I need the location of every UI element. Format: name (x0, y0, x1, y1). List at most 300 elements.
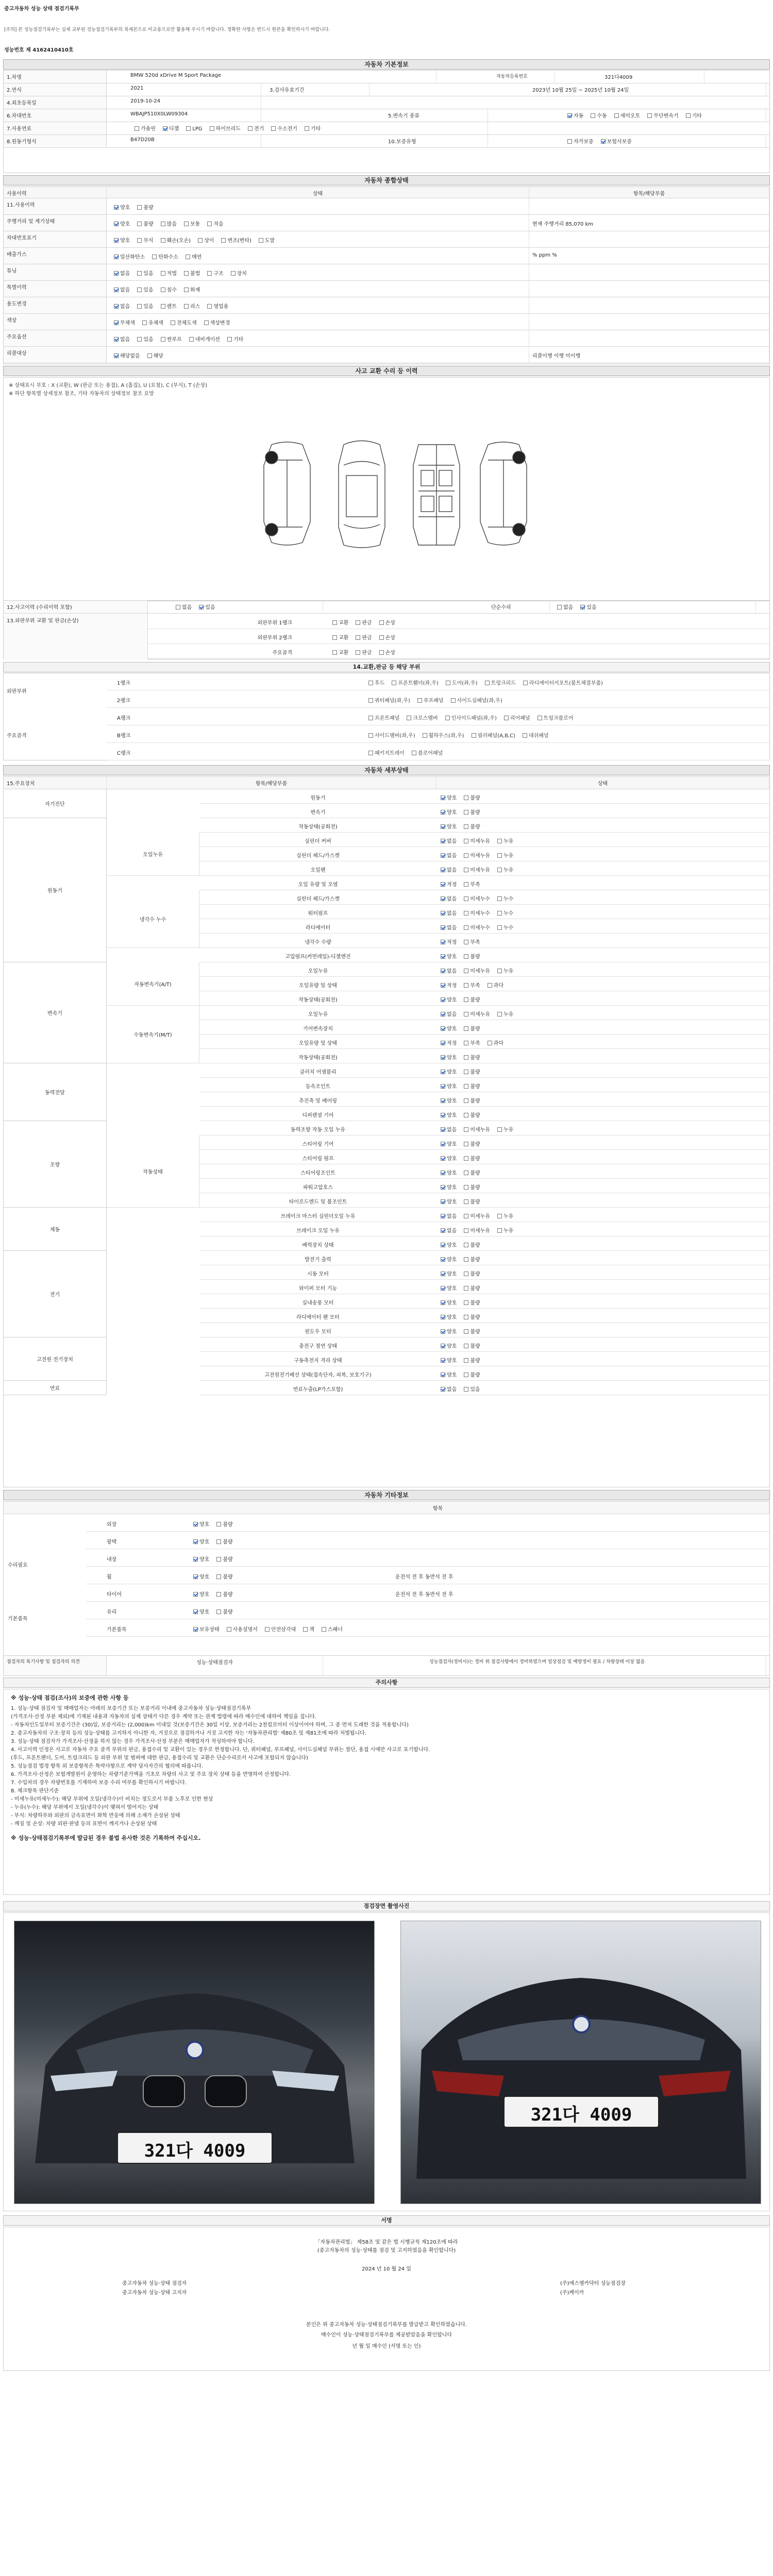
checkbox-icon[interactable] (441, 839, 445, 843)
checkbox-icon[interactable] (193, 1574, 198, 1579)
checkbox-icon[interactable] (497, 969, 502, 973)
checkbox-icon[interactable] (464, 1243, 468, 1247)
option-label: 누유 (503, 1127, 514, 1133)
detail-state-option (460, 938, 480, 945)
detail-state-option (436, 1154, 457, 1162)
checkbox-icon[interactable] (497, 1127, 502, 1132)
checkbox-icon[interactable] (248, 126, 253, 131)
checkbox-icon[interactable] (464, 1228, 468, 1233)
detail-item-label: 오일유량 및 상태 (299, 1041, 337, 1046)
checkbox-icon[interactable] (441, 1185, 445, 1190)
option-label: 불법 (190, 271, 200, 277)
checkbox-icon[interactable] (464, 1300, 468, 1305)
checkbox-icon[interactable] (441, 954, 445, 959)
checkbox-icon[interactable] (368, 681, 373, 685)
checkbox-icon[interactable] (497, 1012, 502, 1016)
detail-state-option (460, 1313, 480, 1320)
checkbox-icon[interactable] (441, 1199, 445, 1204)
checkbox-icon[interactable] (216, 1574, 221, 1579)
detail-row (199, 1265, 769, 1280)
detail-state-option (436, 1241, 457, 1248)
checkbox-icon[interactable] (193, 1627, 198, 1632)
checkbox-icon[interactable] (227, 1627, 231, 1632)
checkbox-icon[interactable] (441, 940, 445, 944)
detail-state-option (460, 1327, 480, 1335)
checkbox-icon[interactable] (392, 681, 396, 685)
checkbox-icon[interactable] (464, 1026, 468, 1031)
checkbox-icon[interactable] (441, 1055, 445, 1060)
checkbox-icon[interactable] (441, 1344, 445, 1348)
detail-item-label: 클러치 어셈블리 (299, 1070, 337, 1075)
checkbox-icon[interactable] (441, 1372, 445, 1377)
transmission-option (643, 111, 678, 119)
checkbox-icon[interactable] (537, 716, 542, 720)
checkbox-icon[interactable] (441, 1113, 445, 1117)
other-option (212, 1555, 232, 1563)
detail-state-option (436, 1111, 457, 1118)
checkbox-icon[interactable] (441, 1012, 445, 1016)
frame-part-option (447, 696, 502, 704)
checkbox-icon[interactable] (142, 320, 147, 325)
checkbox-icon[interactable] (567, 113, 572, 118)
checkbox-icon[interactable] (114, 304, 119, 309)
detail-item-label: 변속기 (310, 810, 326, 816)
checkbox-icon[interactable] (210, 126, 214, 131)
checkbox-icon[interactable] (446, 681, 450, 685)
option-label: 많음 (166, 222, 177, 227)
checkbox-icon[interactable] (464, 824, 468, 829)
detail-row (199, 818, 769, 833)
checkbox-icon[interactable] (368, 716, 373, 720)
checkbox-icon[interactable] (464, 1315, 468, 1319)
checkbox-icon[interactable] (441, 1387, 445, 1392)
detail-state-option (436, 909, 457, 917)
detail-group-label: 조향 (4, 1121, 107, 1208)
overall-row (4, 330, 769, 347)
overall-option (185, 335, 220, 343)
checkbox-icon[interactable] (163, 126, 167, 131)
checkbox-icon[interactable] (464, 1214, 468, 1218)
checkbox-icon[interactable] (412, 751, 416, 755)
option-label: 불량 (470, 1098, 480, 1104)
checkbox-icon[interactable] (464, 853, 468, 858)
checkbox-icon[interactable] (216, 1592, 221, 1597)
sign-signature-line[interactable]: 년 월 일 매수인 (서명 또는 인) (352, 2344, 421, 2349)
checkbox-icon[interactable] (332, 635, 337, 640)
overall-row (4, 231, 769, 248)
option-label: 없음 (447, 1127, 457, 1133)
checkbox-icon[interactable] (464, 1344, 468, 1348)
detail-group-label: 연료 (4, 1381, 107, 1395)
checkbox-icon[interactable] (601, 139, 606, 144)
sign-line1: 「자동차관리법」 제58조 및 같은 법 시행규칙 제120조에 따라 (315, 2240, 458, 2245)
checkbox-icon[interactable] (423, 733, 427, 738)
checkbox-icon[interactable] (137, 238, 142, 243)
checkbox-icon[interactable] (464, 1387, 468, 1392)
checkbox-icon[interactable] (176, 605, 180, 609)
overall-option (110, 335, 130, 343)
checkbox-icon[interactable] (114, 238, 119, 243)
checkbox-icon[interactable] (171, 320, 175, 325)
detail-state-option (436, 1284, 457, 1292)
checkbox-icon[interactable] (152, 255, 157, 259)
checkbox-icon[interactable] (216, 1539, 221, 1544)
checkbox-icon[interactable] (184, 271, 189, 276)
detail-subgroup-label: 작동상태 (107, 1136, 199, 1208)
detail-row (199, 1035, 769, 1049)
option-label: 누유 (503, 839, 514, 844)
checkbox-icon[interactable] (368, 698, 373, 703)
checkbox-icon[interactable] (591, 113, 595, 118)
checkbox-icon[interactable] (464, 1127, 468, 1132)
checkbox-icon[interactable] (497, 853, 502, 858)
checkbox-icon[interactable] (441, 925, 445, 930)
option-label: 없음 (182, 605, 192, 611)
detail-state-option (493, 851, 513, 859)
checkbox-icon[interactable] (497, 1228, 502, 1233)
checkbox-icon[interactable] (114, 320, 119, 325)
option-label: 적정 (447, 983, 457, 989)
detail-item-state (436, 1255, 483, 1263)
detail-group-label: 동력전달 (4, 1063, 107, 1121)
checkbox-icon[interactable] (464, 1084, 468, 1089)
option-label: 무단변속기 (653, 113, 679, 119)
option-label: 미세누수 (470, 925, 490, 931)
option-label: 쿼터패널(좌,우) (375, 698, 410, 704)
checkbox-icon[interactable] (464, 925, 468, 930)
checkbox-icon[interactable] (216, 1522, 221, 1527)
option-label: 미세누수 (470, 896, 490, 902)
option-label: 불량 (223, 1609, 233, 1615)
checkbox-icon[interactable] (523, 681, 528, 685)
other-row (86, 1584, 769, 1602)
checkbox-icon[interactable] (497, 911, 502, 916)
detail-item-label: 연료누출(LP가스포함) (293, 1387, 343, 1393)
checkbox-icon[interactable] (451, 698, 456, 703)
checkbox-icon[interactable] (193, 1592, 198, 1597)
checkbox-icon[interactable] (441, 1084, 445, 1089)
checkbox-icon[interactable] (441, 1041, 445, 1045)
checkbox-icon[interactable] (497, 839, 502, 843)
frame-part-option (442, 679, 478, 686)
checkbox-icon[interactable] (161, 222, 165, 226)
transmission-option (586, 111, 607, 119)
option-label: LPG (192, 126, 203, 132)
overall-row (4, 347, 769, 363)
label-accident: 12.사고이력 (수리이력 포함) (4, 601, 148, 613)
checkbox-icon[interactable] (441, 911, 445, 916)
checkbox-icon[interactable] (356, 635, 360, 640)
value-engine: B47D20B (127, 135, 261, 147)
checkbox-icon[interactable] (161, 271, 165, 276)
option-label: 라디에이터서포트(볼트체결부품) (529, 681, 603, 686)
checkbox-icon[interactable] (407, 716, 411, 720)
checkbox-icon[interactable] (464, 810, 468, 815)
checkbox-icon[interactable] (504, 716, 509, 720)
checkbox-icon[interactable] (464, 1070, 468, 1074)
checkbox-icon[interactable] (137, 287, 142, 292)
checkbox-icon[interactable] (114, 271, 119, 276)
diagram-header: 사고 교환 수리 등 이력 (3, 366, 770, 376)
checkbox-icon[interactable] (186, 126, 191, 131)
exchange-row-label: 외판부위 1랭크 (257, 620, 292, 626)
checkbox-icon[interactable] (441, 1156, 445, 1161)
checkbox-icon[interactable] (135, 126, 139, 131)
photo-rear (400, 1921, 761, 2204)
checkbox-icon[interactable] (464, 1055, 468, 1060)
checkbox-icon[interactable] (441, 810, 445, 815)
checkbox-icon[interactable] (193, 1522, 198, 1527)
checkbox-icon[interactable] (137, 337, 142, 342)
checkbox-icon[interactable] (379, 650, 384, 655)
checkbox-icon[interactable] (580, 605, 585, 609)
checkbox-icon[interactable] (114, 205, 119, 210)
checkbox-icon[interactable] (441, 1098, 445, 1103)
checkbox-icon[interactable] (445, 716, 450, 720)
checkbox-icon[interactable] (207, 271, 212, 276)
checkbox-icon[interactable] (193, 1557, 198, 1562)
checkbox-icon[interactable] (441, 997, 445, 1002)
checkbox-icon[interactable] (441, 1127, 445, 1132)
detail-item-label: 스티어링조인트 (300, 1171, 335, 1176)
checkbox-icon[interactable] (137, 222, 142, 226)
diagram-panel (3, 377, 770, 601)
checkbox-icon[interactable] (488, 1041, 492, 1045)
checkbox-icon[interactable] (198, 238, 203, 243)
option-label: 루프패널 (423, 698, 444, 704)
checkbox-icon[interactable] (497, 896, 502, 901)
checkbox-icon[interactable] (488, 983, 492, 988)
detail-row (199, 1063, 769, 1078)
checkbox-icon[interactable] (161, 304, 165, 309)
checkbox-icon[interactable] (441, 1315, 445, 1319)
checkbox-icon[interactable] (356, 650, 360, 655)
checkbox-icon[interactable] (441, 896, 445, 901)
checkbox-icon[interactable] (464, 795, 468, 800)
checkbox-icon[interactable] (305, 126, 309, 131)
checkbox-icon[interactable] (464, 911, 468, 916)
option-label: 양호 (199, 1574, 210, 1580)
exchange-option (328, 633, 348, 641)
option-label: 리스 (190, 304, 200, 310)
checkbox-icon[interactable] (441, 1243, 445, 1247)
other-colhead (4, 1502, 769, 1514)
checkbox-icon[interactable] (464, 969, 468, 973)
checkbox-icon[interactable] (441, 795, 445, 800)
checkbox-icon[interactable] (464, 1012, 468, 1016)
checkbox-icon[interactable] (417, 698, 422, 703)
fuel-option (244, 124, 264, 132)
checkbox-icon[interactable] (147, 353, 152, 358)
checkbox-icon[interactable] (184, 222, 189, 226)
checkbox-icon[interactable] (193, 1609, 198, 1614)
checkbox-icon[interactable] (379, 635, 384, 640)
value-reg: 321다4009 (601, 71, 704, 83)
checkbox-icon[interactable] (441, 1026, 445, 1031)
detail-item-label: 작동상태(공회전) (298, 997, 338, 1003)
checkbox-icon[interactable] (441, 1272, 445, 1276)
checkbox-icon[interactable] (204, 320, 209, 325)
option-label: 미세누유 (470, 1012, 490, 1018)
checkbox-icon[interactable] (441, 1257, 445, 1262)
checkbox-icon[interactable] (368, 733, 373, 738)
checkbox-icon[interactable] (137, 205, 142, 210)
checkbox-icon[interactable] (322, 1627, 326, 1632)
checkbox-icon[interactable] (265, 1627, 270, 1632)
overall-option (143, 351, 163, 359)
checkbox-icon[interactable] (464, 1199, 468, 1204)
checkbox-icon[interactable] (441, 1358, 445, 1363)
checkbox-icon[interactable] (441, 1171, 445, 1175)
row-engine (4, 135, 769, 148)
checkbox-icon[interactable] (464, 1372, 468, 1377)
detail-state-option (460, 894, 490, 902)
detail-state-option (460, 1255, 480, 1263)
checkbox-icon[interactable] (464, 868, 468, 872)
checkbox-icon[interactable] (441, 983, 445, 988)
checkbox-icon[interactable] (271, 126, 276, 131)
checkbox-icon[interactable] (472, 733, 476, 738)
checkbox-icon[interactable] (161, 238, 165, 243)
checkbox-icon[interactable] (441, 1286, 445, 1291)
checkbox-icon[interactable] (497, 1214, 502, 1218)
detail-item-label: 원동기 (310, 795, 326, 801)
overall-option (227, 269, 247, 277)
checkbox-icon[interactable] (464, 1171, 468, 1175)
checkbox-icon[interactable] (114, 337, 119, 342)
checkbox-icon[interactable] (259, 238, 263, 243)
notice-line: (후드, 프론트펜더, 도어, 트렁크리드 등 외판 부위 및 범퍼에 대한 판금, 용접수리 및 교환은 단순수리로서 사고에 포함되지 않습니다) (11, 1755, 308, 1761)
checkbox-icon[interactable] (464, 1113, 468, 1117)
checkbox-icon[interactable] (199, 605, 204, 609)
checkbox-icon[interactable] (485, 681, 490, 685)
checkbox-icon[interactable] (441, 868, 445, 872)
overall-option (110, 302, 130, 310)
checkbox-icon[interactable] (207, 304, 212, 309)
checkbox-icon[interactable] (464, 1156, 468, 1161)
checkbox-icon[interactable] (464, 1041, 468, 1045)
checkbox-icon[interactable] (184, 304, 189, 309)
option-label: 양호 (199, 1522, 210, 1528)
checkbox-icon[interactable] (441, 1070, 445, 1074)
checkbox-icon[interactable] (464, 882, 468, 887)
checkbox-icon[interactable] (114, 222, 119, 226)
checkbox-icon[interactable] (464, 997, 468, 1002)
frame-parts (364, 696, 766, 704)
checkbox-icon[interactable] (184, 287, 189, 292)
checkbox-icon[interactable] (441, 1329, 445, 1334)
checkbox-icon[interactable] (441, 1228, 445, 1233)
checkbox-icon[interactable] (441, 1142, 445, 1146)
frame-part-option (388, 679, 439, 686)
checkbox-icon[interactable] (441, 1214, 445, 1218)
checkbox-icon[interactable] (497, 925, 502, 930)
detail-state-option (460, 793, 480, 801)
checkbox-icon[interactable] (379, 620, 384, 625)
other-row (86, 1567, 769, 1584)
checkbox-icon[interactable] (464, 839, 468, 843)
checkbox-icon[interactable] (497, 868, 502, 872)
checkbox-icon[interactable] (464, 1098, 468, 1103)
option-label: 무채색 (120, 320, 135, 326)
checkbox-icon[interactable] (464, 1286, 468, 1291)
checkbox-icon[interactable] (441, 824, 445, 829)
checkbox-icon[interactable] (231, 271, 236, 276)
checkbox-icon[interactable] (137, 304, 142, 309)
exchange-option (375, 648, 395, 656)
checkbox-icon[interactable] (686, 113, 691, 118)
checkbox-icon[interactable] (557, 605, 562, 609)
checkbox-icon[interactable] (441, 882, 445, 887)
checkbox-icon[interactable] (464, 1358, 468, 1363)
checkbox-icon[interactable] (332, 650, 337, 655)
checkbox-icon[interactable] (221, 238, 226, 243)
checkbox-icon[interactable] (464, 954, 468, 959)
checkbox-icon[interactable] (137, 271, 142, 276)
detail-item-state (436, 1039, 507, 1046)
detail-item-label: 냉각수 수량 (305, 940, 331, 945)
transmission-options (560, 109, 766, 122)
checkbox-icon[interactable] (193, 1539, 198, 1544)
checkbox-icon[interactable] (161, 287, 165, 292)
checkbox-icon[interactable] (189, 337, 194, 342)
label-vin: 6.차대번호 (4, 109, 107, 122)
option-label: 불량 (470, 1358, 480, 1364)
checkbox-icon[interactable] (441, 853, 445, 858)
checkbox-icon[interactable] (464, 1329, 468, 1334)
checkbox-icon[interactable] (464, 1185, 468, 1190)
checkbox-icon[interactable] (523, 733, 527, 738)
checkbox-icon[interactable] (114, 287, 119, 292)
option-label: 해당 (153, 353, 163, 359)
exchange-option (351, 618, 372, 626)
detail-state-option (436, 793, 457, 801)
detail-item-label: 고압펌프(커먼레일)-디젤엔진 (285, 954, 351, 960)
checkbox-icon[interactable] (356, 620, 360, 625)
detail-item-state (436, 1024, 483, 1032)
checkbox-icon[interactable] (161, 337, 165, 342)
detail-item-label: 추진축 및 베어링 (299, 1098, 337, 1104)
checkbox-icon[interactable] (441, 1300, 445, 1305)
checkbox-icon[interactable] (303, 1627, 308, 1632)
other-table (3, 1501, 770, 1656)
checkbox-icon[interactable] (114, 255, 119, 259)
checkbox-icon[interactable] (216, 1609, 221, 1614)
checkbox-icon[interactable] (464, 896, 468, 901)
checkbox-icon[interactable] (567, 139, 572, 144)
checkbox-icon[interactable] (464, 1142, 468, 1146)
checkbox-icon[interactable] (368, 751, 373, 755)
checkbox-icon[interactable] (464, 940, 468, 944)
checkbox-icon[interactable] (207, 222, 212, 226)
checkbox-icon[interactable] (186, 255, 190, 259)
checkbox-icon[interactable] (114, 353, 119, 358)
checkbox-icon[interactable] (614, 113, 619, 118)
checkbox-icon[interactable] (441, 969, 445, 973)
option-label: 미세누유 (470, 853, 490, 859)
checkbox-icon[interactable] (464, 1257, 468, 1262)
checkbox-icon[interactable] (216, 1557, 221, 1562)
checkbox-icon[interactable] (647, 113, 652, 118)
checkbox-icon[interactable] (464, 983, 468, 988)
checkbox-icon[interactable] (332, 620, 337, 625)
notice-line: - 누유(누수): 해당 부위에서 오일(냉각수)이 맺혀서 떨어지는 상태 (11, 1805, 159, 1810)
option-label: 안전삼각대 (271, 1627, 296, 1633)
detail-row (199, 1006, 769, 1020)
checkbox-icon[interactable] (464, 1272, 468, 1276)
checkbox-icon[interactable] (227, 337, 232, 342)
row-car-name (4, 71, 769, 83)
